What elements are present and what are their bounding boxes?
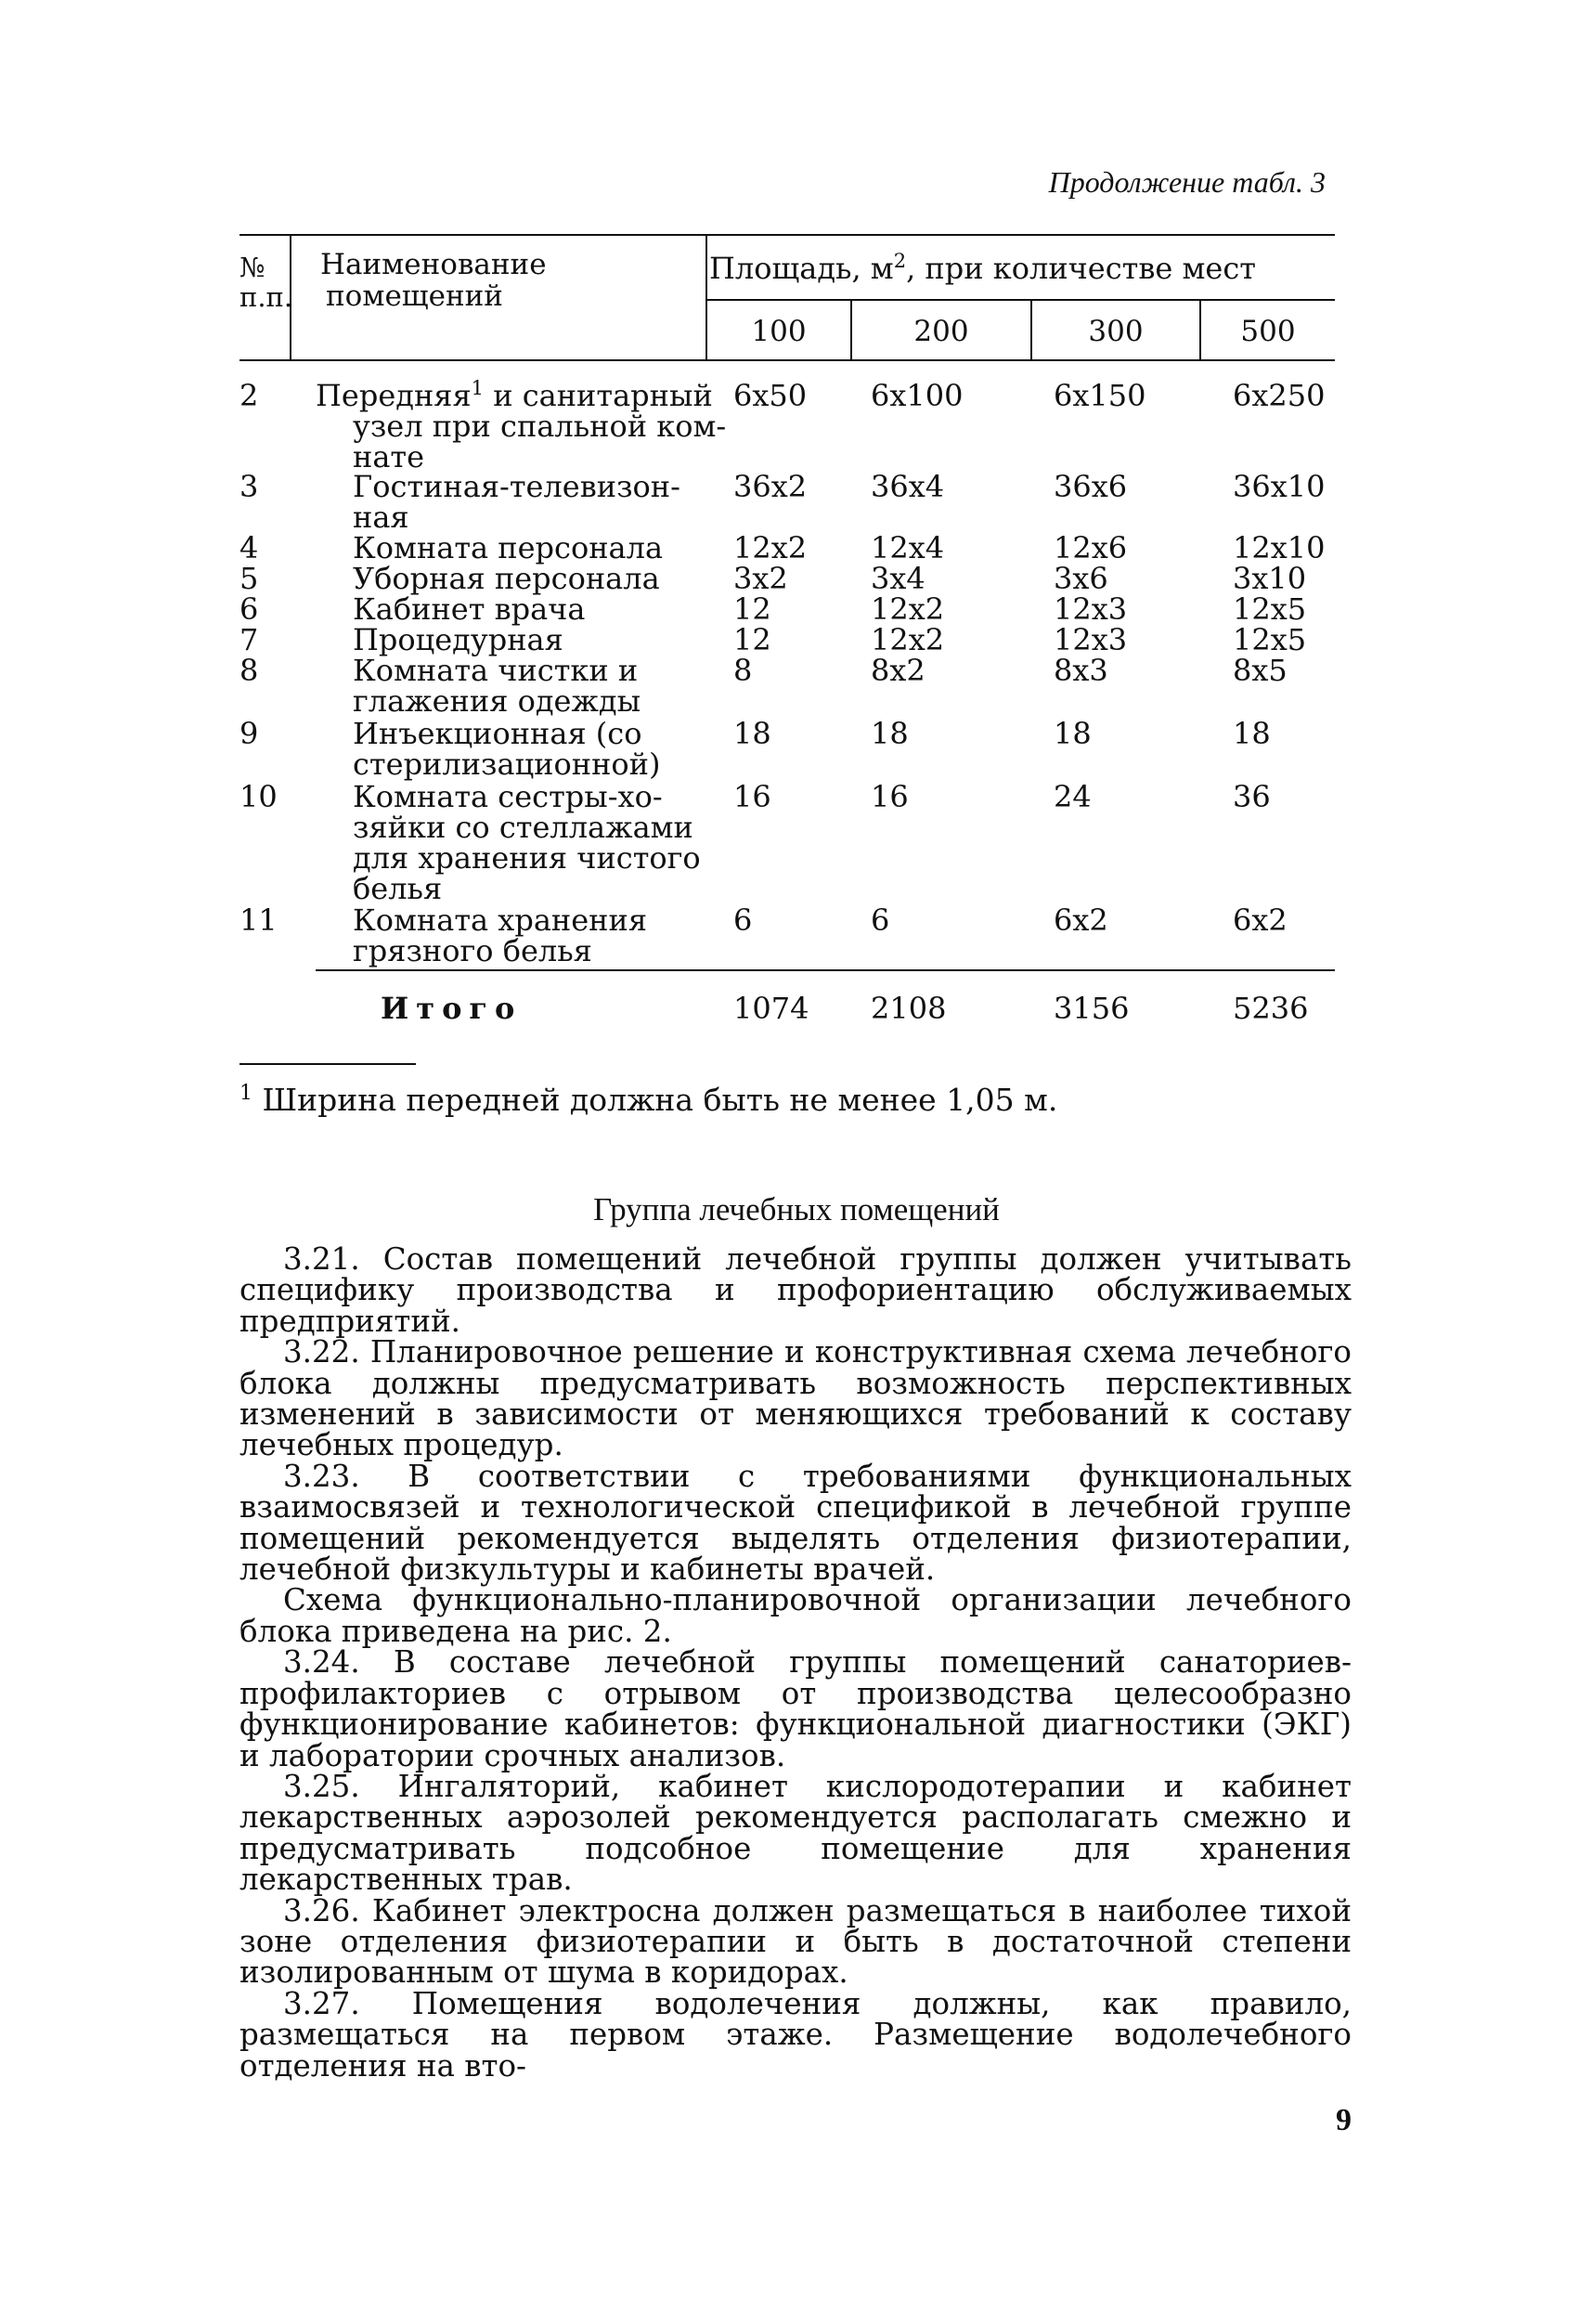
total-200: 2108 bbox=[871, 991, 947, 1026]
row-name: Уборная персонала bbox=[353, 561, 660, 596]
table-top-rule bbox=[239, 234, 1335, 236]
cell-500: 3х10 bbox=[1233, 561, 1307, 596]
cell-500: 6х2 bbox=[1233, 902, 1288, 938]
row-number: 9 bbox=[239, 716, 259, 751]
cell-100: 12 bbox=[733, 591, 771, 627]
cell-300: 8х3 bbox=[1054, 653, 1108, 688]
cell-200: 16 bbox=[871, 779, 909, 814]
cell-200: 12х4 bbox=[871, 530, 945, 565]
row-number: 8 bbox=[239, 653, 259, 688]
cell-300: 18 bbox=[1054, 716, 1092, 751]
footnote bbox=[239, 1077, 1057, 1117]
row-name: Кабинет врача bbox=[353, 591, 586, 627]
cell-500: 12х10 bbox=[1233, 530, 1326, 565]
row-name-line: узел при спальной ком- bbox=[353, 409, 727, 444]
cell-100: 6 bbox=[733, 902, 753, 938]
footnote-rule bbox=[239, 1063, 416, 1065]
paragraph: 3.27. Помещения водолечения должны, как правило, размещаться на первом этаже. Размещение водолечебного отделения на вто- bbox=[239, 1985, 1352, 2084]
cell-500: 12х5 bbox=[1233, 591, 1307, 627]
row-name bbox=[316, 377, 727, 474]
footnote-text: Ширина передней должна быть не менее 1,05 м. bbox=[252, 1082, 1058, 1118]
cell-500: 12х5 bbox=[1233, 622, 1307, 657]
row-name-line: Комната хранения bbox=[353, 902, 647, 938]
total-label: Итого bbox=[381, 991, 523, 1026]
row-number: 6 bbox=[239, 591, 259, 627]
cell-200: 18 bbox=[871, 716, 909, 751]
row-name bbox=[353, 653, 641, 719]
row-name-line: Гостиная-телевизон- bbox=[353, 469, 680, 504]
row-number: 3 bbox=[239, 469, 259, 504]
row-name-line: Инъекционная (со bbox=[353, 716, 642, 751]
cell-200: 12х2 bbox=[871, 622, 945, 657]
cell-200: 36х4 bbox=[871, 469, 945, 504]
footnote-mark: 1 bbox=[239, 1082, 252, 1105]
header-name bbox=[320, 249, 547, 312]
cell-100: 18 bbox=[733, 716, 771, 751]
row-name-line: нате bbox=[353, 439, 425, 474]
page-number: 9 bbox=[1336, 2103, 1352, 2137]
cell-300: 3х6 bbox=[1054, 561, 1108, 596]
cell-300: 6х2 bbox=[1054, 902, 1108, 938]
header-area-superscript: 2 bbox=[893, 250, 907, 272]
cell-100: 8 bbox=[733, 653, 753, 688]
row-number: 11 bbox=[239, 902, 278, 938]
subheader-100: 100 bbox=[751, 315, 807, 348]
row-number: 2 bbox=[239, 378, 259, 413]
cell-500: 6х250 bbox=[1233, 378, 1326, 413]
cell-300: 12х6 bbox=[1054, 530, 1128, 565]
paragraph: 3.22. Планировочное решение и конструктивная схема лечебного блока должны предусматривать возможность перспективных изменений в зависимости от меняющихся требований к составу лечебных процедур. bbox=[239, 1334, 1352, 1463]
header-area-text: Площадь, м bbox=[709, 251, 894, 286]
total-500: 5236 bbox=[1233, 991, 1309, 1026]
header-area bbox=[709, 250, 1331, 286]
row-name-line: зяйки со стеллажами bbox=[353, 810, 693, 845]
row-name-line: Комната чистки и bbox=[353, 653, 639, 688]
paragraph: 3.26. Кабинет электросна должен размещаться в наиболее тихой зоне отделения физиотерапии и быть в достаточной степени изолированным от шума в коридорах. bbox=[239, 1892, 1352, 1991]
row-number: 5 bbox=[239, 561, 259, 596]
cell-200: 8х2 bbox=[871, 653, 925, 688]
section-title: Группа лечебных помещений bbox=[593, 1191, 1000, 1227]
row-name-line-tail: и санитарный bbox=[484, 378, 713, 413]
cell-500: 8х5 bbox=[1233, 653, 1288, 688]
cell-200: 6х100 bbox=[871, 378, 964, 413]
footnote-mark: 1 bbox=[471, 377, 485, 399]
total-300: 3156 bbox=[1054, 991, 1130, 1026]
cell-300: 6х150 bbox=[1054, 378, 1146, 413]
row-name-line: ная bbox=[353, 500, 409, 535]
row-name bbox=[353, 716, 661, 782]
subheader-300: 300 bbox=[1088, 315, 1144, 348]
cell-200: 12х2 bbox=[871, 591, 945, 627]
cell-100: 3х2 bbox=[733, 561, 788, 596]
total-100: 1074 bbox=[733, 991, 809, 1026]
header-area-text-tail: , при количестве мест bbox=[906, 251, 1256, 286]
table-total-rule bbox=[316, 969, 1335, 971]
row-name bbox=[353, 902, 647, 968]
paragraph: Схема функционально-планировочной организации лечебного блока приведена на рис. 2. bbox=[239, 1582, 1352, 1649]
cell-100: 12х2 bbox=[733, 530, 808, 565]
table-subheader-rule bbox=[705, 299, 1335, 301]
cell-100: 6х50 bbox=[733, 378, 808, 413]
header-number: № п.п. bbox=[239, 252, 293, 313]
cell-200: 6 bbox=[871, 902, 890, 938]
cell-100: 12 bbox=[733, 622, 771, 657]
cell-500: 18 bbox=[1233, 716, 1271, 751]
cell-300: 24 bbox=[1054, 779, 1092, 814]
row-name-line: глажения одежды bbox=[353, 683, 641, 719]
subheader-200: 200 bbox=[913, 315, 969, 348]
header-name-line: Наименование bbox=[320, 248, 547, 281]
cell-300: 12х3 bbox=[1054, 591, 1128, 627]
body-text bbox=[239, 1241, 1352, 2084]
cell-300: 12х3 bbox=[1054, 622, 1128, 657]
row-name-line: стерилизационной) bbox=[353, 747, 661, 782]
cell-500: 36х10 bbox=[1233, 469, 1326, 504]
row-name bbox=[353, 779, 701, 906]
row-name-line: белья bbox=[353, 871, 443, 906]
cell-300: 36х6 bbox=[1054, 469, 1128, 504]
row-name: Комната персонала bbox=[353, 530, 664, 565]
row-number: 7 bbox=[239, 622, 259, 657]
paragraph: 3.23. В соответствии с требованиями функциональных взаимосвязей и технологической спецификой в лечебной группе помещений рекомендуется выделять отделения физиотерапии, лечебной физкультуры и кабинеты врачей. bbox=[239, 1458, 1352, 1588]
header-name-line: помещений bbox=[326, 279, 503, 313]
cell-100: 16 bbox=[733, 779, 771, 814]
subheader-500: 500 bbox=[1240, 315, 1296, 348]
row-name-line: Комната сестры-хо- bbox=[353, 779, 663, 814]
row-number: 10 bbox=[239, 779, 278, 814]
row-number: 4 bbox=[239, 530, 259, 565]
cell-500: 36 bbox=[1233, 779, 1271, 814]
paragraph: 3.25. Ингаляторий, кабинет кислородотерапии и кабинет лекарственных аэрозолей рекомендуется располагать смежно и предусматривать подсобное помещение для хранения лекарственных трав. bbox=[239, 1768, 1352, 1898]
cell-200: 3х4 bbox=[871, 561, 925, 596]
paragraph: 3.21. Состав помещений лечебной группы должен учитывать специфику производства и профориентацию обслуживаемых предприятий. bbox=[239, 1241, 1352, 1339]
row-name-line: для хранения чистого bbox=[353, 840, 701, 876]
paragraph: 3.24. В составе лечебной группы помещений санаториев-профилакториев с отрывом от производства целесообразно функционирование кабинетов: функциональной диагностики (ЭКГ) и лаборатории срочных анализов. bbox=[239, 1644, 1352, 1773]
row-name-line: Передняя bbox=[316, 378, 472, 413]
row-name bbox=[353, 469, 680, 535]
row-name-line: грязного белья bbox=[353, 933, 592, 968]
table-continuation-caption: Продолжение табл. 3 bbox=[1048, 165, 1326, 199]
cell-100: 36х2 bbox=[733, 469, 808, 504]
table-header-bottom-rule bbox=[239, 359, 1335, 361]
row-name: Процедурная bbox=[353, 622, 563, 657]
